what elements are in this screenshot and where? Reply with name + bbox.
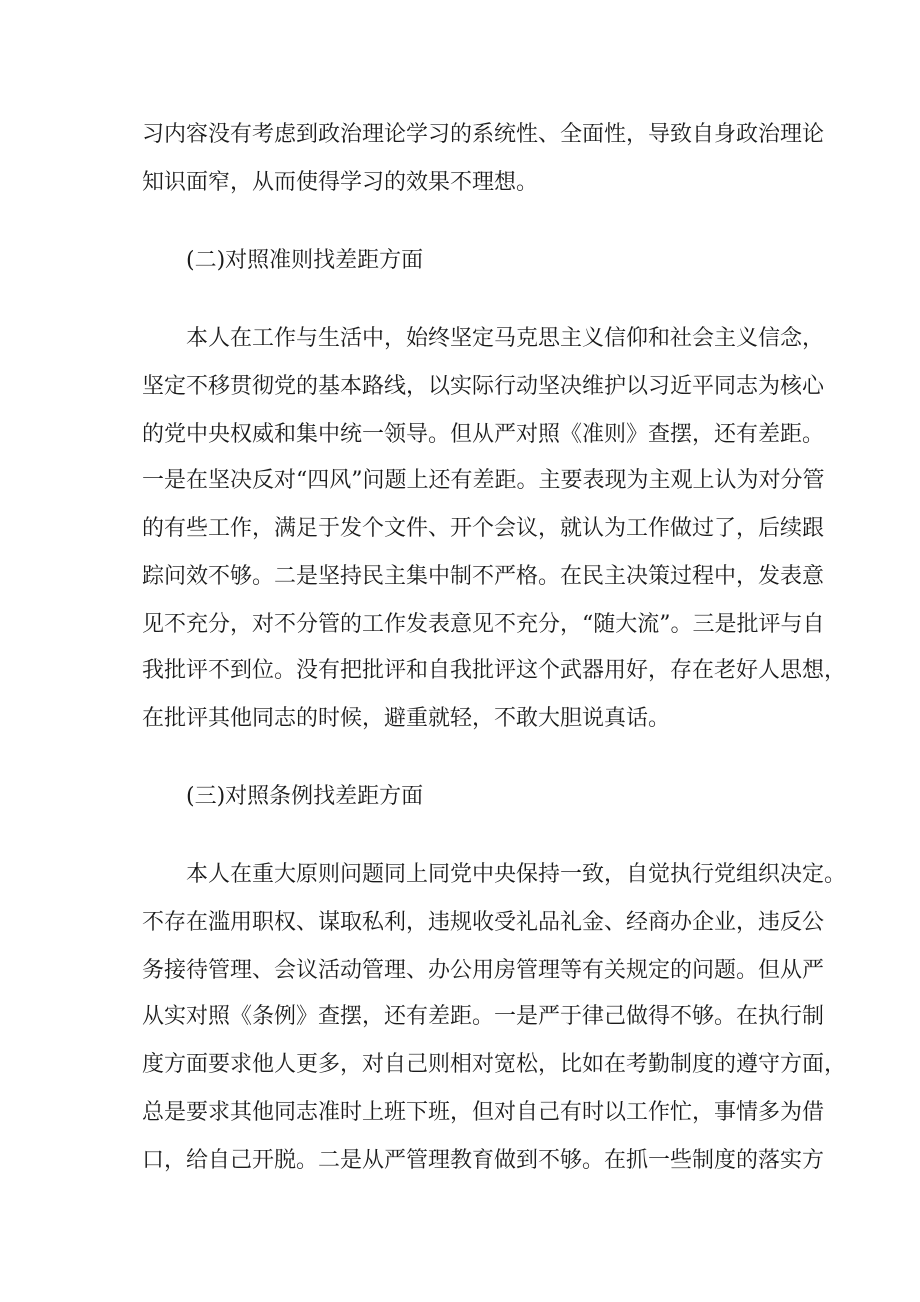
paragraph-2-line-7: 见不充分，对不分管的工作发表意见不充分，“随大流”。三是批评与自 bbox=[142, 612, 825, 637]
section-heading-3: (三)对照条例找差距方面 bbox=[186, 784, 424, 809]
paragraph-3-line-1: 本人在重大原则问题同上同党中央保持一致，自觉执行党组织决定。 bbox=[186, 862, 847, 887]
paragraph-3-line-7: 口，给自己开脱。二是从严管理教育做到不够。在抓一些制度的落实方 bbox=[142, 1148, 825, 1173]
paragraph-1-line-2: 知识面窄，从而使得学习的效果不理想。 bbox=[142, 170, 539, 195]
paragraph-3-line-6: 总是要求其他同志准时上班下班，但对自己有时以工作忙，事情多为借 bbox=[142, 1100, 825, 1125]
paragraph-2-line-6: 踪问效不够。二是坚持民主集中制不严格。在民主决策过程中，发表意 bbox=[142, 564, 825, 589]
paragraph-3-line-3: 务接待管理、会议活动管理、办公用房管理等有关规定的问题。但从严 bbox=[142, 958, 825, 983]
paragraph-3-line-2: 不存在滥用职权、谋取私利，违规收受礼品礼金、经商办企业，违反公 bbox=[142, 910, 825, 935]
paragraph-3-line-4: 从实对照《条例》查摆，还有差距。一是严于律己做得不够。在执行制 bbox=[142, 1004, 825, 1029]
paragraph-1-line-1: 习内容没有考虑到政治理论学习的系统性、全面性，导致自身政治理论 bbox=[142, 122, 825, 147]
paragraph-3-line-5: 度方面要求他人更多，对自己则相对宽松，比如在考勤制度的遵守方面， bbox=[142, 1052, 847, 1077]
paragraph-2-line-2: 坚定不移贯彻党的基本路线，以实际行动坚决维护以习近平同志为核心 bbox=[142, 374, 825, 399]
paragraph-2-line-1: 本人在工作与生活中，始终坚定马克思主义信仰和社会主义信念， bbox=[186, 326, 825, 351]
paragraph-2-line-3: 的党中央权威和集中统一领导。但从严对照《准则》查摆，还有差距。 bbox=[142, 422, 825, 447]
paragraph-2-line-8: 我批评不到位。没有把批评和自我批评这个武器用好，存在老好人思想， bbox=[142, 658, 847, 683]
paragraph-2-line-9: 在批评其他同志的时候，避重就轻，不敢大胆说真话。 bbox=[142, 706, 671, 731]
paragraph-2-line-4: 一是在坚决反对“四风”问题上还有差距。主要表现为主观上认为对分管 bbox=[142, 468, 825, 493]
section-heading-2: (二)对照准则找差距方面 bbox=[186, 248, 424, 273]
paragraph-2-line-5: 的有些工作，满足于发个文件、开个会议，就认为工作做过了，后续跟 bbox=[142, 516, 825, 541]
